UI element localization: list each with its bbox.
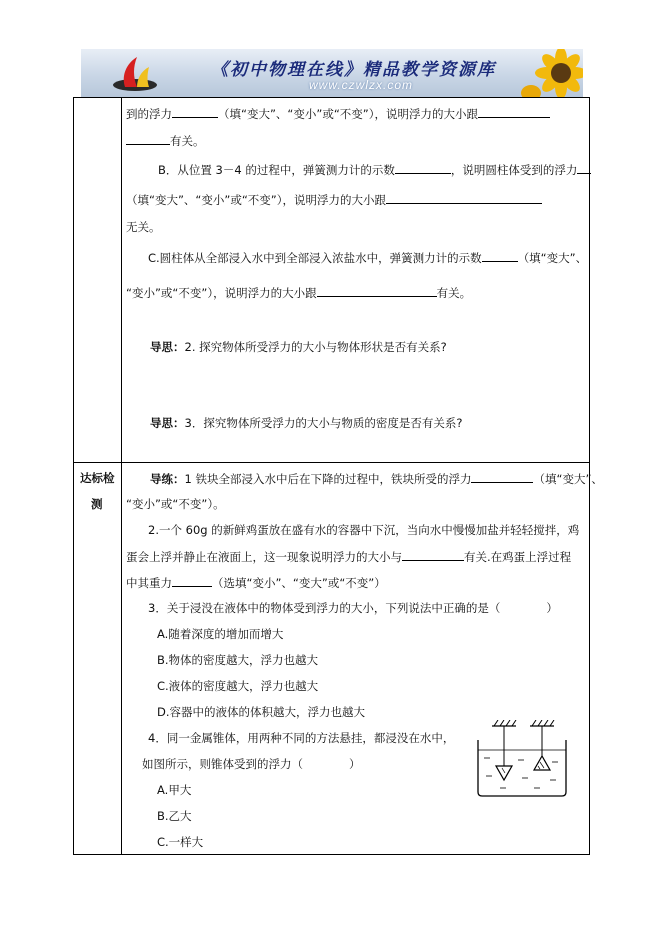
answer-blank[interactable]	[395, 162, 451, 174]
s1-line1	[126, 106, 550, 121]
s1-b-line2	[126, 192, 542, 207]
table-row-divider	[73, 462, 590, 463]
q1-line2	[126, 497, 225, 511]
s1-c1-text-a: C.圆柱体从全部浸入水中到全部浸入浓盐水中，弹簧测力计的示数	[148, 251, 482, 265]
s1-c1-text-b: （填“变大”、	[517, 251, 588, 265]
s1-c-line2	[126, 285, 471, 300]
table-column-divider	[121, 97, 122, 855]
q4-option-c[interactable]: C.一样大	[157, 835, 204, 849]
q2-text-c: 有关.在鸡蛋上浮过程	[464, 550, 572, 564]
q2-text-d: 中其重力	[126, 576, 172, 590]
q1-line1	[150, 471, 603, 486]
s1-c-line1	[148, 250, 587, 265]
q3-option-c[interactable]: C.液体的密度越大，浮力也越大	[157, 679, 319, 693]
s1-b-line1	[158, 162, 591, 177]
banner-title: 《初中物理在线》精品教学资源库	[211, 60, 496, 80]
answer-blank[interactable]	[478, 106, 550, 118]
q1-text-b: （填“变大”、	[533, 472, 603, 486]
q2-text-e: （选填“变小”、“变大”或“不变”）	[212, 576, 386, 590]
q3-option-d[interactable]: D.容器中的液体的体积越大，浮力也越大	[157, 705, 366, 719]
answer-blank[interactable]	[317, 285, 437, 297]
q1-text-a: 1 铁块全部浸入水中后在下降的过程中，铁块所受的浮力	[184, 472, 472, 486]
s1-b1-text-b: ，说明圆柱体受到的浮力	[450, 163, 578, 177]
q4-line2: 如图所示，则锥体受到的浮力（ ）	[142, 757, 361, 771]
q2-line2	[126, 549, 571, 564]
answer-blank[interactable]	[577, 162, 591, 174]
table-border-left	[73, 97, 74, 855]
answer-blank[interactable]	[172, 106, 218, 118]
s1-l2-text: 有关。	[170, 134, 205, 148]
q4-option-b[interactable]: B.乙大	[157, 809, 192, 823]
q2-line1	[148, 523, 579, 537]
q4-option-a[interactable]: A.甲大	[157, 783, 192, 797]
q2-line3	[126, 575, 386, 590]
site-logo	[111, 55, 159, 93]
answer-blank[interactable]	[126, 133, 170, 145]
guide-practice-label: 导练：	[150, 472, 185, 486]
sunflower-icon	[519, 49, 583, 97]
answer-blank[interactable]	[482, 250, 518, 262]
section-label-line2: 测	[91, 497, 103, 511]
s1-c2-text-b: 有关。	[436, 286, 472, 300]
s1-l1-text-a: 到的浮力	[126, 107, 172, 121]
table-border-bottom	[73, 854, 590, 855]
table-border-top	[73, 97, 590, 98]
section-label-line1: 达标检	[80, 471, 115, 485]
answer-blank[interactable]	[402, 549, 464, 561]
s1-b2-text: （填“变大”、“变小”或“不变”），说明浮力的大小跟	[126, 193, 386, 207]
q3-question: 3．关于浸没在液体中的物体受到浮力的大小，下列说法中正确的是（ ）	[148, 601, 558, 615]
s1-l1-text-b: （填“变大”、“变小”或“不变”），说明浮力的大小跟	[218, 107, 478, 121]
header-banner	[81, 49, 583, 97]
answer-blank[interactable]	[386, 192, 542, 204]
answer-blank[interactable]	[172, 575, 212, 587]
q3-option-a[interactable]: A.随着深度的增加而增大	[157, 627, 284, 641]
s1-line2	[126, 133, 205, 148]
guide-text: 3．探究物体所受浮力的大小与物质的密度是否有关系?	[184, 416, 463, 430]
s1-c2-text-a: “变小”或“不变”），说明浮力的大小跟	[126, 286, 317, 300]
answer-blank[interactable]	[471, 471, 533, 483]
guide-text: 2. 探究物体所受浮力的大小与物体形状是否有关系?	[184, 340, 447, 354]
guide-question-2	[150, 340, 447, 354]
q4-line1: 4．同一金属锥体，用两种不同的方法悬挂，都浸没在水中，	[148, 731, 455, 745]
q1-text-c: “变小”或“不变”）。	[126, 497, 225, 511]
s1-b3-text: 无关。	[126, 220, 161, 234]
guide-question-3	[150, 416, 462, 430]
guide-label: 导思：	[150, 340, 185, 354]
q2-text-a: 2.一个 60g 的新鲜鸡蛋放在盛有水的容器中下沉，当向水中慢慢加盐并轻轻搅拌，鸡	[148, 523, 580, 537]
guide-label: 导思：	[150, 416, 185, 430]
banner-url: www.czwlzx.com	[309, 78, 414, 92]
s1-b1-text-a: B．从位置 3－4 的过程中，弹簧测力计的示数	[158, 163, 395, 177]
q2-text-b: 蛋会上浮并静止在液面上，这一现象说明浮力的大小与	[126, 550, 402, 564]
q3-option-b[interactable]: B.物体的密度越大，浮力也越大	[157, 653, 319, 667]
cone-suspension-figure	[474, 720, 570, 798]
s1-b-line3	[126, 220, 161, 234]
